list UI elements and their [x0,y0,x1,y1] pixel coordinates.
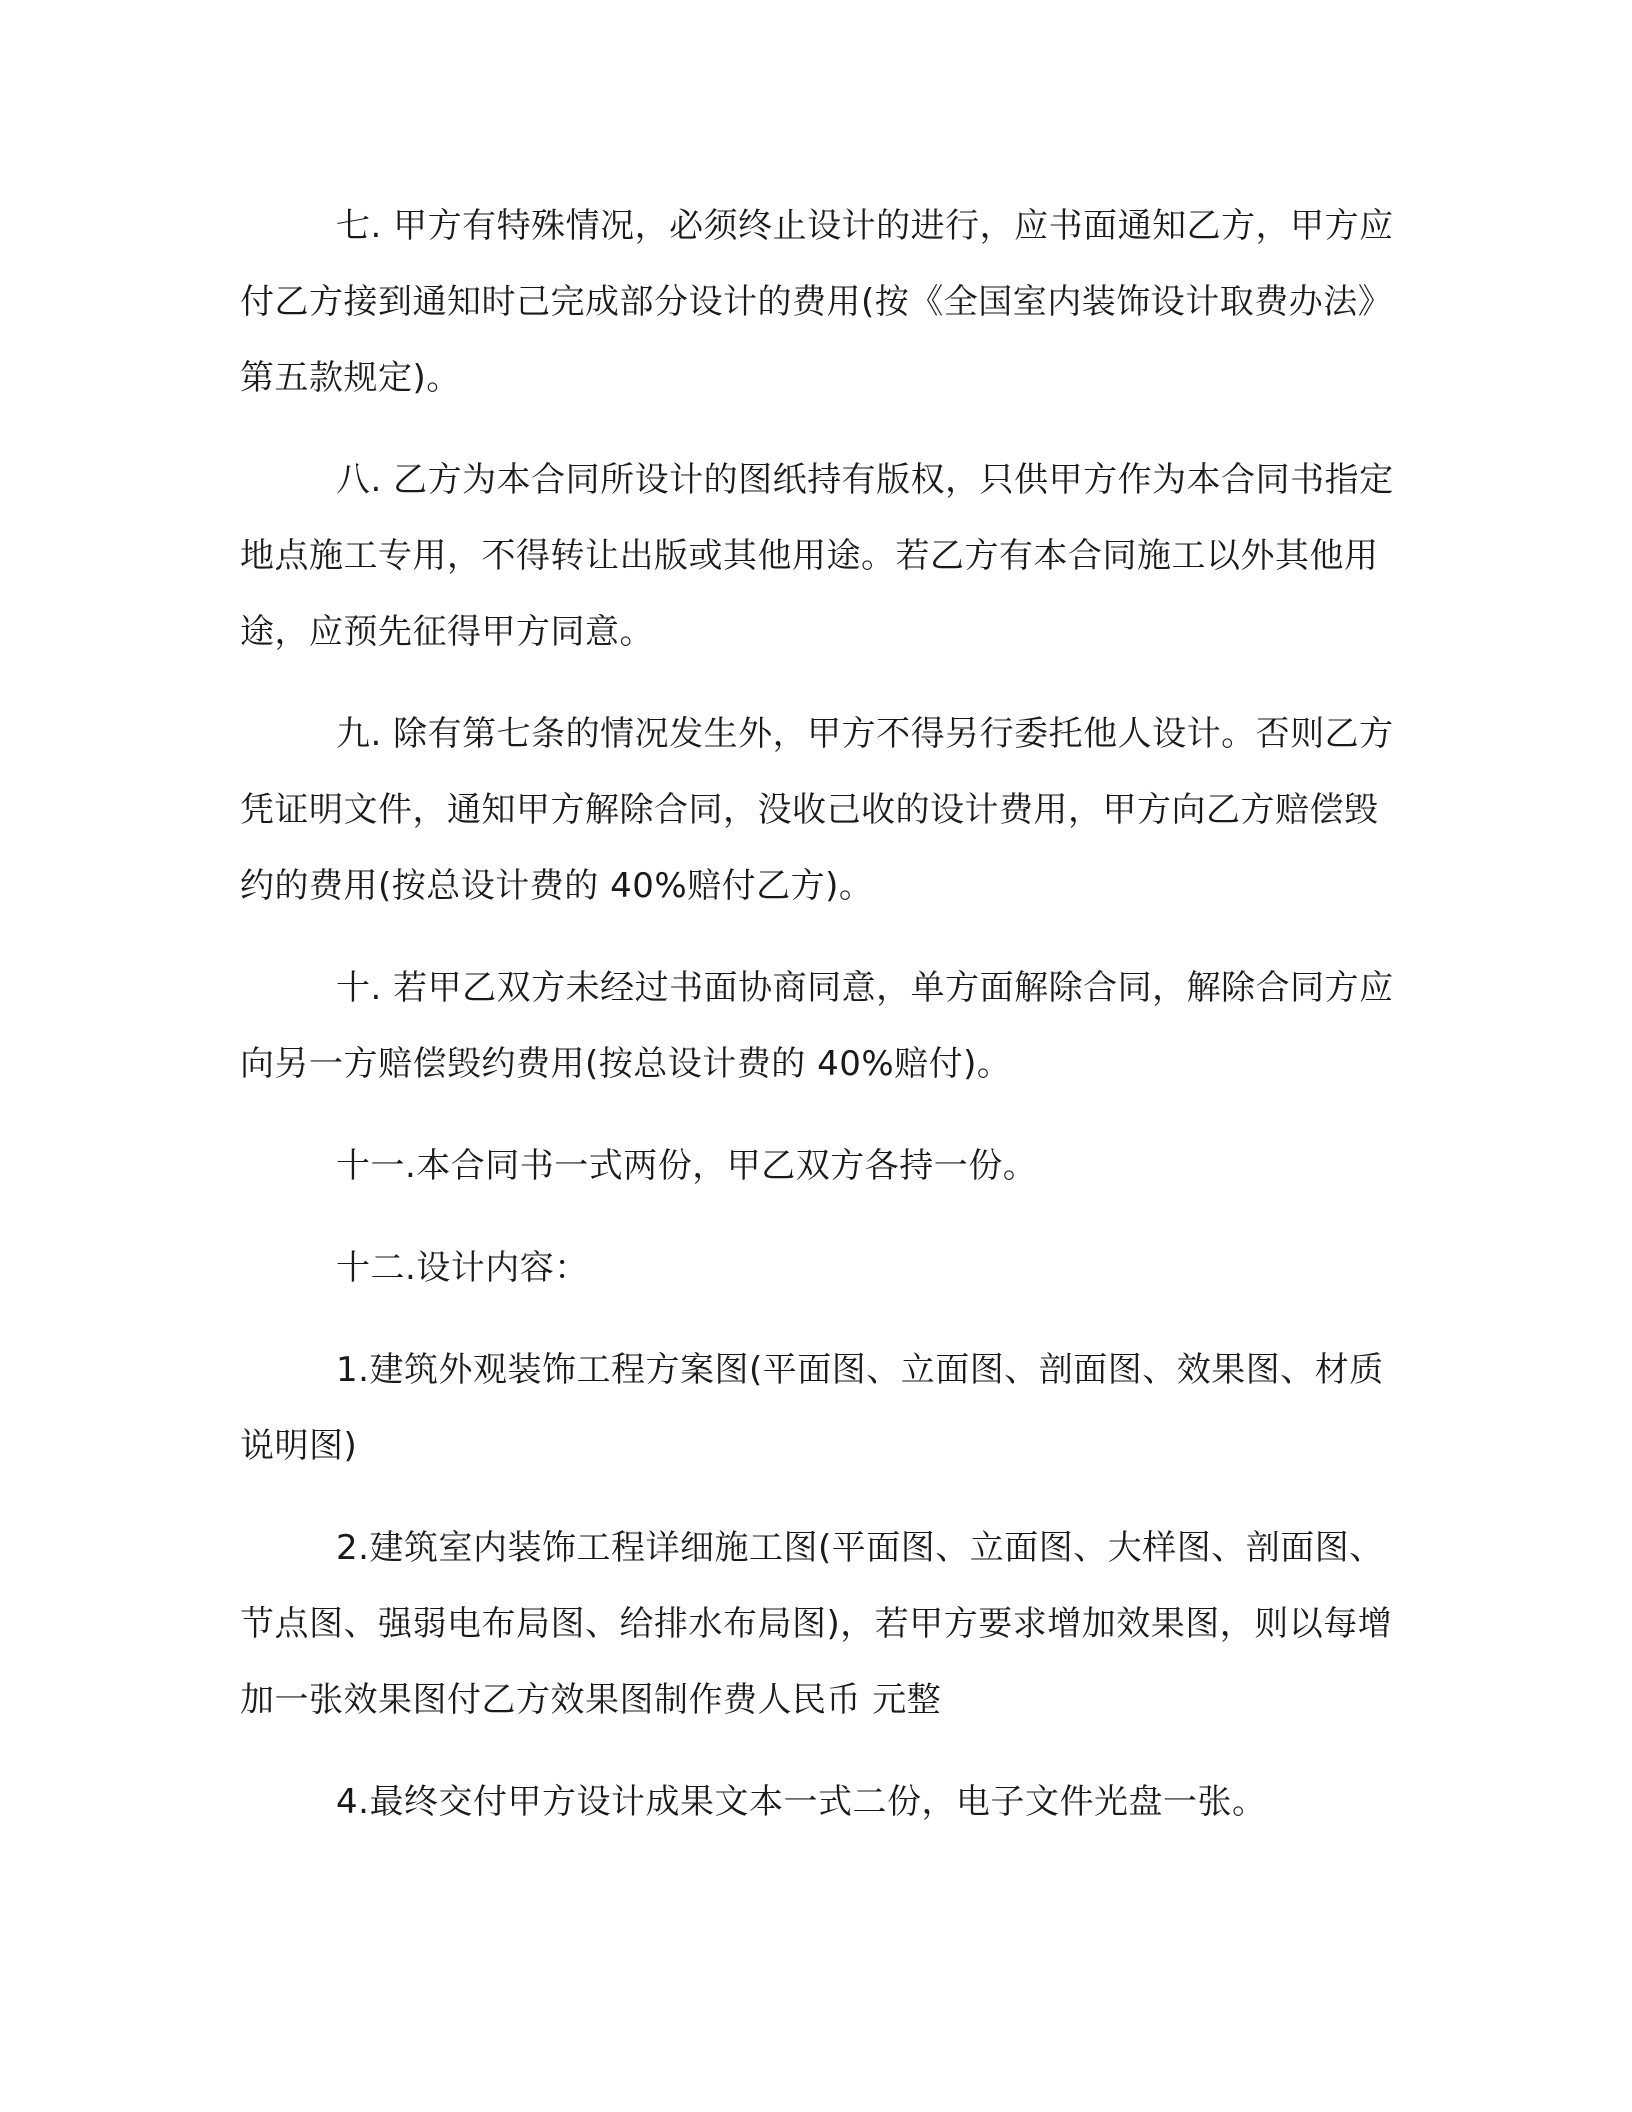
design-item-4: 4.最终交付甲方设计成果文本一式二份，电子文件光盘一张。 [336,1782,1267,1822]
clause-9: 九. 除有第七条的情况发生外，甲方不得另行委托他人设计。否则乙方凭证明文件，通知甲方解除合同，没收己收的设计费用，甲方向乙方赔偿毁约的费用(按总设计费的 40%赔付乙方)。 [240,714,1394,906]
clause-10: 十. 若甲乙双方未经过书面协商同意，单方面解除合同，解除合同方应向另一方赔偿毁约费用(按总设计费的 40%赔付)。 [240,968,1394,1084]
clause-8: 八. 乙方为本合同所设计的图纸持有版权，只供甲方作为本合同书指定地点施工专用，不得转让出版或其他用途。若乙方有本合同施工以外其他用途，应预先征得甲方同意。 [240,460,1394,652]
document-body [240,188,1400,1866]
design-item-1: 1.建筑外观装饰工程方案图(平面图、立面图、剖面图、效果图、材质说明图) [240,1350,1384,1466]
clause-7: 七. 甲方有特殊情况，必须终止设计的进行，应书面通知乙方，甲方应付乙方接到通知时己完成部分设计的费用(按《全国室内装饰设计取费办法》第五款规定)。 [240,206,1394,398]
design-item-2: 2.建筑室内装饰工程详细施工图(平面图、立面图、大样图、剖面图、节点图、强弱电布局图、给排水布局图)，若甲方要求增加效果图，则以每增加一张效果图付乙方效果图制作费人民币 元整 [240,1528,1393,1720]
clause-12-heading: 十二.设计内容： [336,1248,589,1288]
clause-11: 十一.本合同书一式两份，甲乙双方各持一份。 [336,1146,1038,1186]
